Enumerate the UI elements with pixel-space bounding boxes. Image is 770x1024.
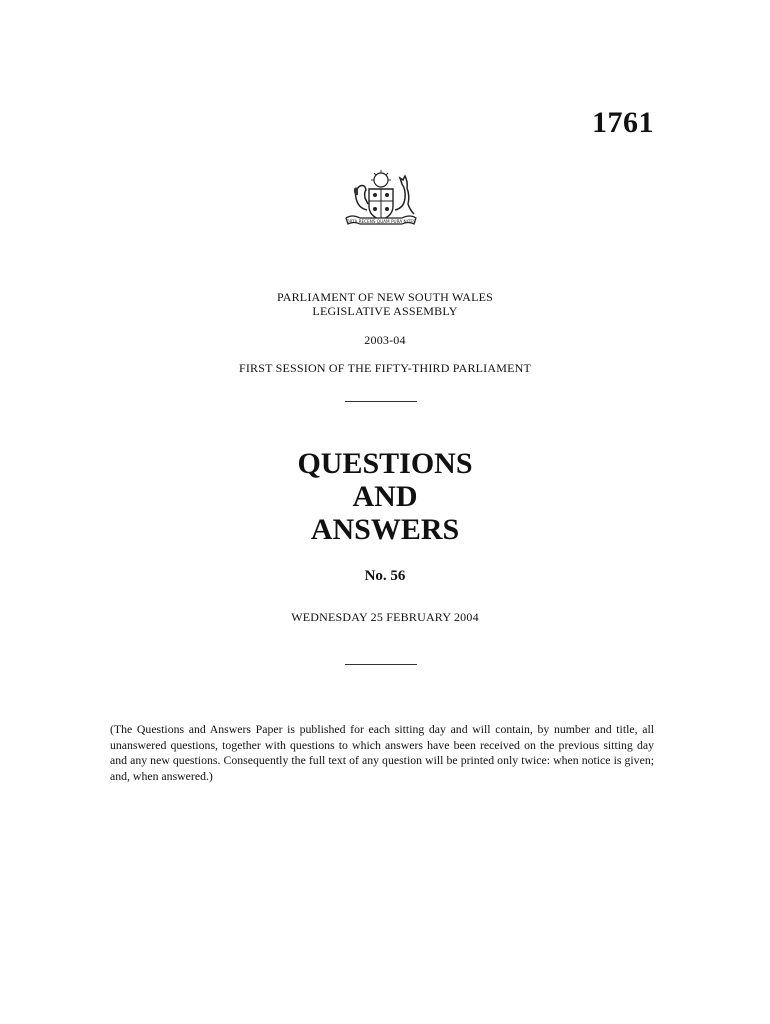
page-number: 1761 <box>592 106 654 139</box>
svg-text:ORTA RECENS QUAM PURA NITES: ORTA RECENS QUAM PURA NITES <box>346 219 416 224</box>
title-line: ANSWERS <box>310 513 460 546</box>
session-years: 2003-04 <box>364 333 406 347</box>
paper-number: No. 56 <box>364 568 406 584</box>
document-title <box>0 447 770 546</box>
title-line: QUESTIONS <box>297 447 473 480</box>
title-line: AND <box>352 480 418 513</box>
paper-date: WEDNESDAY 25 FEBRUARY 2004 <box>291 610 479 624</box>
divider <box>345 664 417 665</box>
house-name: LEGISLATIVE ASSEMBLY <box>312 304 458 318</box>
parliament-name: PARLIAMENT OF NEW SOUTH WALES <box>276 290 494 304</box>
session-title: FIRST SESSION OF THE FIFTY-THIRD PARLIAMENT <box>238 361 532 375</box>
parliament-header <box>0 290 770 318</box>
explanatory-note: (The Questions and Answers Paper is published for each sitting day and will contain, by number and title, all unanswered questions, together with questions to which answers have been received on the previous sitting day and any new questions. Consequently the full text of any question will be printed only twice: when notice is given; and, when answered.) <box>110 722 654 783</box>
divider <box>345 401 417 402</box>
nsw-coat-of-arms-icon <box>338 168 424 232</box>
